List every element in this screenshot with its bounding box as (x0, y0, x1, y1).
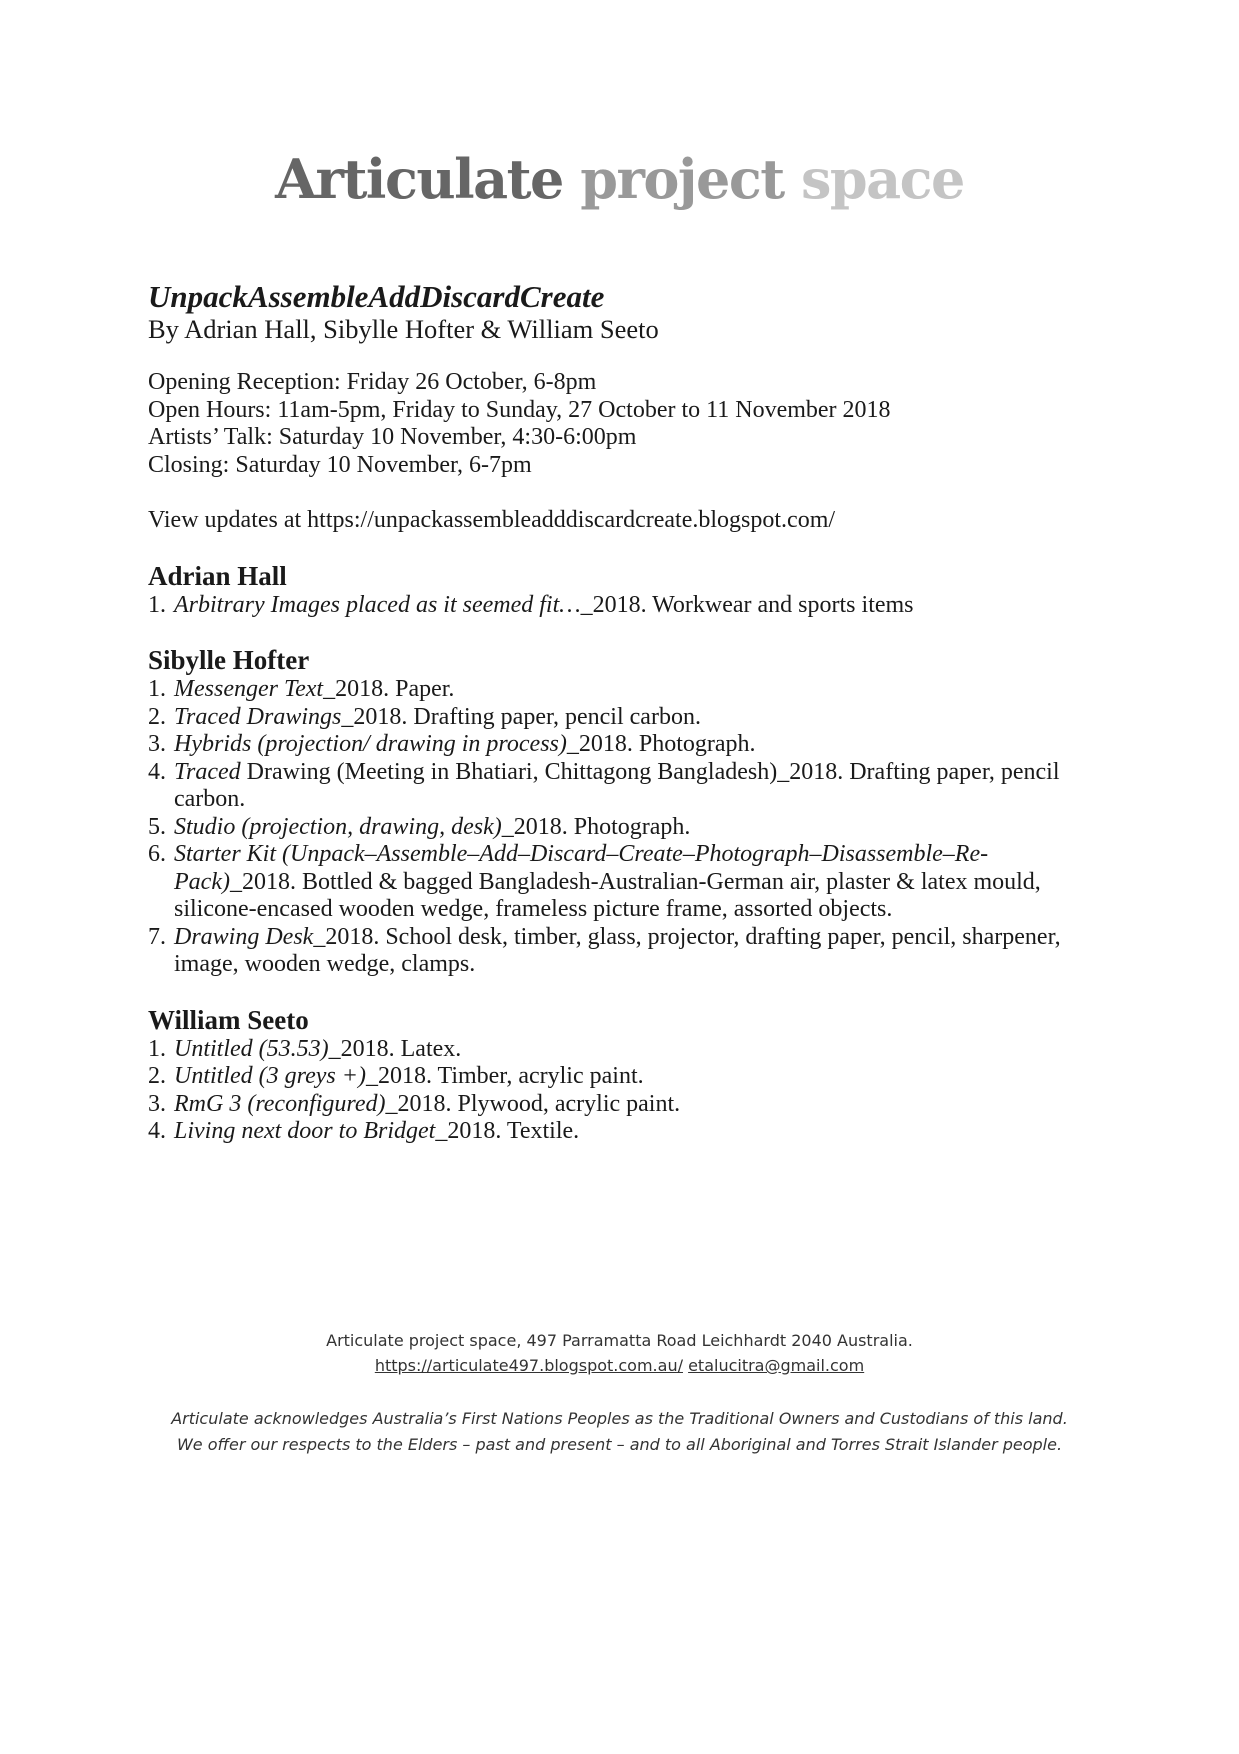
closing: Closing: Saturday 10 November, 6-7pm (148, 451, 532, 478)
item-number: 7. (148, 923, 166, 950)
item-text (174, 1091, 1108, 1119)
artist-section-william-seeto (148, 1005, 1108, 1146)
works-list (148, 1036, 1108, 1146)
item-number: 3. (148, 1090, 166, 1117)
item-number: 6. (148, 841, 166, 867)
acknowledgement-of-country (0, 1406, 1239, 1458)
list-item (148, 1063, 1108, 1091)
item-number: 4. (148, 758, 166, 785)
work-title: Starter Kit (Unpack–Assemble–Add–Discard–Create–Photograph–Disassemble–Re-Pack) (174, 841, 989, 895)
artist-name: William Seeto (148, 1004, 309, 1035)
work-title: Living next door to Bridget (174, 1118, 436, 1144)
footer-address: Articulate project space, 497 Parramatta Road Leichhardt 2040 Australia. (326, 1331, 913, 1350)
item-text (174, 759, 1108, 814)
masthead-word-space: space (800, 147, 964, 211)
list-item (148, 1036, 1108, 1064)
work-title: Hybrids (projection/ drawing in process) (174, 731, 567, 757)
artist-name: Sibylle Hofter (148, 645, 310, 675)
work-details: _2018. Photograph. (566, 731, 756, 757)
work-title: Untitled (53.53) (174, 1035, 329, 1062)
work-title: Drawing Desk (174, 923, 314, 950)
item-number: 1. (148, 676, 166, 702)
work-details: _2018. Plywood, acrylic paint. (385, 1090, 681, 1117)
footer (0, 1328, 1239, 1378)
list-item (148, 924, 1108, 979)
list-item (148, 704, 1108, 732)
list-item (148, 1091, 1108, 1119)
exhibition-title: UnpackAssembleAddDiscardCreate (148, 279, 605, 314)
list-item (148, 841, 1108, 924)
work-details: _2018. Paper. (323, 676, 455, 702)
list-item (148, 676, 1108, 704)
list-item (148, 731, 1108, 759)
works-list (148, 676, 1108, 979)
list-item (148, 814, 1108, 842)
item-text (174, 814, 1108, 842)
masthead-word-project: project (580, 147, 784, 211)
item-number: 4. (148, 1118, 166, 1144)
work-title: Messenger Text (174, 676, 324, 702)
artists-talk: Artists’ Talk: Saturday 10 November, 4:30-6:00pm (148, 424, 637, 450)
artist-name: Adrian Hall (148, 560, 287, 591)
masthead-word-articulate: Articulate (275, 147, 563, 211)
item-number: 3. (148, 731, 166, 757)
opening-reception: Opening Reception: Friday 26 October, 6-8pm (148, 369, 597, 395)
document-body (148, 280, 1108, 1146)
event-details (148, 369, 1108, 479)
item-text (174, 924, 1108, 979)
item-text (174, 841, 1108, 924)
item-text (174, 1063, 1108, 1091)
work-details: Drawing (Meeting in Bhatiari, Chittagong Bangladesh)_2018. Drafting paper, pencil carbon. (174, 758, 1060, 812)
item-text (174, 1036, 1108, 1064)
list-item (148, 592, 1108, 620)
footer-links (0, 1353, 1239, 1378)
item-number: 2. (148, 1063, 166, 1089)
works-list (148, 592, 1108, 620)
work-title: Traced Drawings (174, 703, 342, 730)
work-details: _2018. Photograph. (501, 813, 691, 840)
updates-link-text: View updates at https://unpackassembleadddiscardcreate.blogspot.com/ (148, 507, 836, 533)
acknowledgement-line-1: Articulate acknowledges Australia’s First Nations Peoples as the Traditional Owners and Custodians of this land. (171, 1409, 1068, 1428)
item-text (174, 1118, 1108, 1146)
work-title: Arbitrary Images placed as it seemed fit… (174, 591, 581, 618)
work-title: RmG 3 (reconfigured) (174, 1090, 386, 1117)
item-number: 1. (148, 1035, 166, 1062)
masthead (0, 147, 1239, 211)
item-number: 5. (148, 813, 166, 840)
item-number: 2. (148, 703, 166, 730)
work-details: _2018. School desk, timber, glass, projector, drafting paper, pencil, sharpener, image, wooden wedge, clamps. (174, 923, 1061, 977)
list-item (148, 1118, 1108, 1146)
item-text (174, 704, 1108, 732)
work-details: _2018. Textile. (435, 1118, 580, 1144)
email-link[interactable]: etalucitra@gmail.com (688, 1356, 865, 1375)
open-hours: Open Hours: 11am-5pm, Friday to Sunday, 27 October to 11 November 2018 (148, 396, 891, 423)
work-details: _2018. Latex. (328, 1035, 462, 1062)
work-title: Studio (projection, drawing, desk) (174, 813, 502, 840)
artist-section-sibylle-hofter (148, 645, 1108, 979)
acknowledgement-line-2: We offer our respects to the Elders – past and present – and to all Aboriginal and Torres Strait Islander people. (176, 1435, 1063, 1454)
item-text (174, 676, 1108, 704)
item-number: 1. (148, 591, 166, 618)
item-text (174, 592, 1108, 620)
work-title: Traced (174, 758, 241, 785)
website-link[interactable]: https://articulate497.blogspot.com.au/ (374, 1356, 683, 1375)
list-item (148, 759, 1108, 814)
work-details: _2018. Drafting paper, pencil carbon. (341, 703, 701, 730)
work-details: _2018. Workwear and sports items (580, 591, 914, 618)
work-details: _2018. Timber, acrylic paint. (365, 1063, 644, 1089)
work-details: _2018. Bottled & bagged Bangladesh-Australian-German air, plaster & latex mould, silicone-encased wooden wedge, frameless picture frame, assorted objects. (174, 868, 1041, 922)
work-title: Untitled (3 greys +) (174, 1063, 366, 1089)
item-text (174, 731, 1108, 759)
exhibition-byline: By Adrian Hall, Sibylle Hofter & William Seeto (148, 314, 659, 344)
artist-section-adrian-hall (148, 561, 1108, 620)
